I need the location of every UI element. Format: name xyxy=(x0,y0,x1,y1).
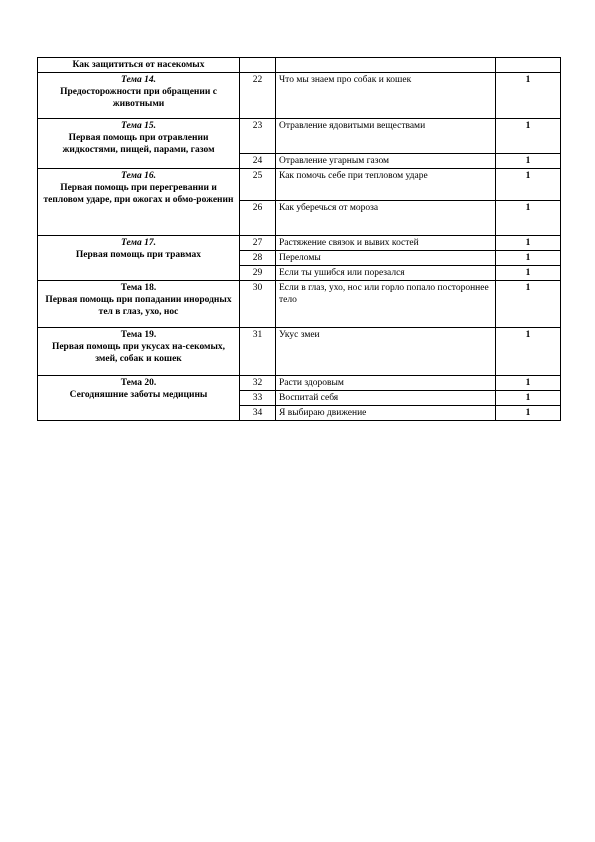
lesson-number: 25 xyxy=(240,169,276,201)
lesson-number: 22 xyxy=(240,73,276,119)
empty-cell xyxy=(496,58,561,73)
topic-name: Первая помощь при травмах xyxy=(75,250,202,260)
lesson-hours: 1 xyxy=(496,201,561,236)
lesson-name: Воспитай себя xyxy=(276,391,496,406)
lesson-hours: 1 xyxy=(496,406,561,421)
lesson-name: Как помочь себе при тепловом ударе xyxy=(276,169,496,201)
lesson-hours: 1 xyxy=(496,376,561,391)
lesson-number: 32 xyxy=(240,376,276,391)
table-row xyxy=(38,376,561,391)
table-row xyxy=(38,73,561,119)
lesson-name: Отравление ядовитыми веществами xyxy=(276,119,496,154)
lesson-number: 27 xyxy=(240,236,276,251)
topic-cell xyxy=(38,376,240,421)
lesson-hours: 1 xyxy=(496,119,561,154)
lesson-hours: 1 xyxy=(496,251,561,266)
topic-cell xyxy=(38,169,240,236)
topic-title: Тема 14. xyxy=(121,75,156,85)
lesson-name: Укус змеи xyxy=(276,328,496,376)
lesson-hours: 1 xyxy=(496,266,561,281)
lesson-name: Растяжение связок и вывих костей xyxy=(276,236,496,251)
topic-cell xyxy=(38,236,240,281)
topic-title: Тема 19. xyxy=(120,330,157,340)
empty-cell xyxy=(240,58,276,73)
curriculum-table xyxy=(37,57,561,421)
lesson-hours: 1 xyxy=(496,281,561,328)
topic-title: Тема 18. xyxy=(120,283,157,293)
topic-cell xyxy=(38,281,240,328)
lesson-name: Переломы xyxy=(276,251,496,266)
lesson-name: Я выбираю движение xyxy=(276,406,496,421)
lesson-name: Если в глаз, ухо, нос или горло попало постороннее тело xyxy=(276,281,496,328)
table-row xyxy=(38,119,561,154)
header-topic-cell: Как защититься от насекомых xyxy=(38,58,240,73)
lesson-hours: 1 xyxy=(496,73,561,119)
table-row xyxy=(38,236,561,251)
lesson-hours: 1 xyxy=(496,154,561,169)
empty-cell xyxy=(276,58,496,73)
lesson-name: Что мы знаем про собак и кошек xyxy=(276,73,496,119)
lesson-name: Отравление угарным газом xyxy=(276,154,496,169)
lesson-number: 29 xyxy=(240,266,276,281)
table-row xyxy=(38,328,561,376)
lesson-hours: 1 xyxy=(496,328,561,376)
lesson-number: 24 xyxy=(240,154,276,169)
topic-name: Сегодняшние заботы медицины xyxy=(69,390,208,400)
table-row xyxy=(38,169,561,201)
lesson-number: 26 xyxy=(240,201,276,236)
table-row xyxy=(38,58,561,73)
lesson-number: 28 xyxy=(240,251,276,266)
lesson-name: Как уберечься от мороза xyxy=(276,201,496,236)
topic-cell xyxy=(38,73,240,119)
topic-title: Тема 16. xyxy=(121,171,156,181)
lesson-number: 31 xyxy=(240,328,276,376)
lesson-name: Если ты ушибся или порезался xyxy=(276,266,496,281)
curriculum-table-body xyxy=(38,58,561,421)
table-row xyxy=(38,281,561,328)
lesson-number: 30 xyxy=(240,281,276,328)
topic-name: Первая помощь при отравлении жидкостями, пищей, парами, газом xyxy=(62,133,215,155)
topic-name: Первая помощь при перегревании и тепловом ударе, при ожогах и обмо-роженин xyxy=(43,183,234,205)
lesson-hours: 1 xyxy=(496,169,561,201)
topic-name: Первая помощь при укусах на-секомых, змей, собак и кошек xyxy=(51,342,226,364)
topic-title: Тема 20. xyxy=(120,378,157,388)
topic-cell xyxy=(38,119,240,169)
topic-name: Первая помощь при попадании инородных тел в глаз, ухо, нос xyxy=(45,295,232,317)
lesson-number: 34 xyxy=(240,406,276,421)
topic-name: Предосторожности при обращении с животными xyxy=(60,87,217,109)
topic-title: Тема 17. xyxy=(121,238,156,248)
lesson-name: Расти здоровым xyxy=(276,376,496,391)
lesson-number: 33 xyxy=(240,391,276,406)
topic-title: Тема 15. xyxy=(121,121,156,131)
lesson-hours: 1 xyxy=(496,236,561,251)
lesson-hours: 1 xyxy=(496,391,561,406)
lesson-number: 23 xyxy=(240,119,276,154)
topic-cell xyxy=(38,328,240,376)
